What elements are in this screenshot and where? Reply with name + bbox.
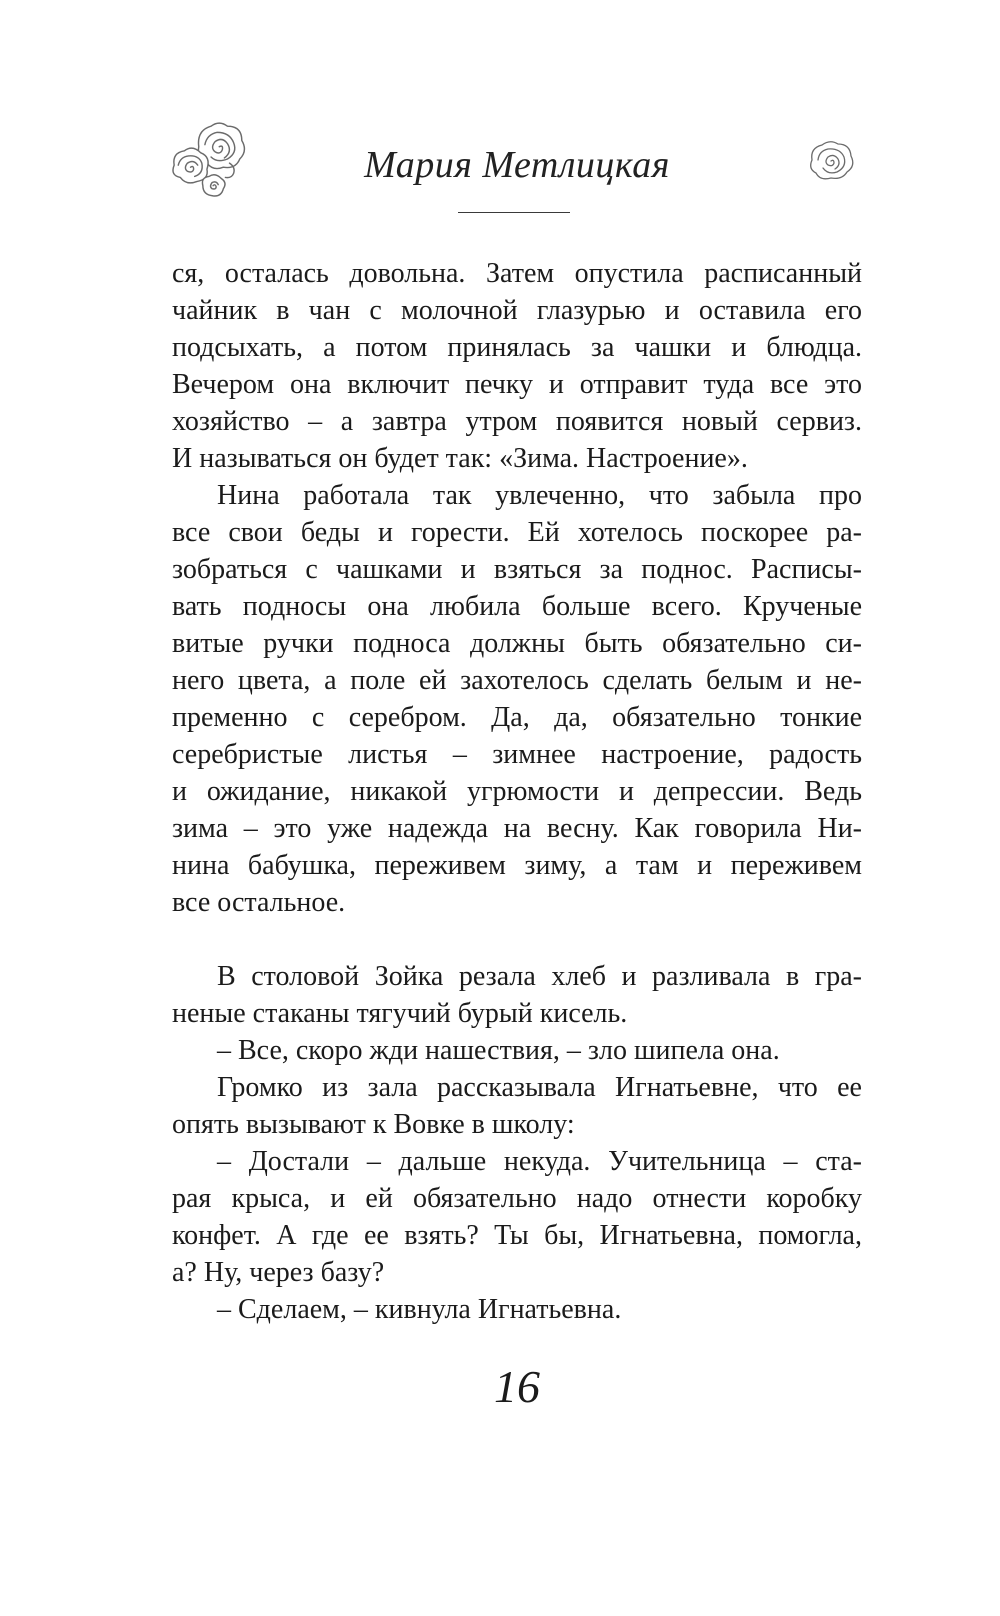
text-line: опять вызывают к Вовке в школу: <box>172 1109 575 1140</box>
section-break <box>172 921 862 958</box>
text-line: витые ручки подноса должны быть обязательно си- <box>172 628 862 659</box>
paragraph <box>172 1143 862 1291</box>
rose-ornament-right-icon <box>804 136 858 184</box>
page-number: 16 <box>494 1361 540 1412</box>
rose-ornament-right-graphic <box>804 136 858 184</box>
text-line: хозяйство – а завтра утром появится новый сервиз. <box>172 406 862 437</box>
paragraph <box>172 477 862 921</box>
page-body-text <box>172 255 862 1328</box>
text-line: И называться он будет так: «Зима. Настроение». <box>172 443 748 474</box>
text-line: все остальное. <box>172 887 346 918</box>
text-line: подсыхать, а потом принялась за чашки и блюдца. <box>172 332 862 363</box>
text-line: и ожидание, никакой угрюмости и депрессии. Ведь <box>172 776 862 807</box>
header-divider <box>458 212 570 213</box>
text-line: конфет. А где ее взять? Ты бы, Игнатьевна, помогла, <box>172 1220 862 1251</box>
text-line: нина бабушка, переживем зиму, а там и переживем <box>172 850 862 881</box>
text-line: пременно с серебром. Да, да, обязательно тонкие <box>172 702 862 733</box>
text-line: рая крыса, и ей обязательно надо отнести коробку <box>172 1183 862 1214</box>
text-line: Нина работала так увлеченно, что забыла про <box>217 480 862 511</box>
text-line: зобраться с чашками и взяться за поднос. Расписы- <box>172 554 862 585</box>
text-line: Громко из зала рассказывала Игнатьевне, что ее <box>217 1072 862 1103</box>
text-line: вать подносы она любила больше всего. Крученые <box>172 591 862 622</box>
text-line: – Достали – дальше некуда. Учительница – ста- <box>217 1146 862 1177</box>
text-line: неные стаканы тягучий бурый кисель. <box>172 998 628 1029</box>
text-line: ся, осталась довольна. Затем опустила расписанный <box>172 258 862 289</box>
running-head-author: Мария Метлицкая <box>364 144 670 186</box>
text-line: все свои беды и горести. Ей хотелось поскорее ра- <box>172 517 862 548</box>
paragraph <box>172 255 862 477</box>
paragraph <box>172 1291 862 1328</box>
text-line: а? Ну, через базу? <box>172 1257 385 1288</box>
text-line: него цвета, а поле ей захотелось сделать белым и не- <box>172 665 862 696</box>
text-line: чайник в чан с молочной глазурью и оставила его <box>172 295 862 326</box>
text-line: Вечером она включит печку и отправит туда все это <box>172 369 862 400</box>
text-line: – Сделаем, – кивнула Игнатьевна. <box>217 1294 622 1325</box>
text-line: В столовой Зойка резала хлеб и разливала в гра- <box>217 961 862 992</box>
text-line: серебристые листья – зимнее настроение, радость <box>172 739 862 770</box>
text-line: – Все, скоро жди нашествия, – зло шипела она. <box>217 1035 780 1066</box>
paragraph <box>172 1069 862 1143</box>
paragraph <box>172 1032 862 1069</box>
paragraph <box>172 958 862 1032</box>
text-line: зима – это уже надежда на весну. Как говорила Ни- <box>172 813 862 844</box>
